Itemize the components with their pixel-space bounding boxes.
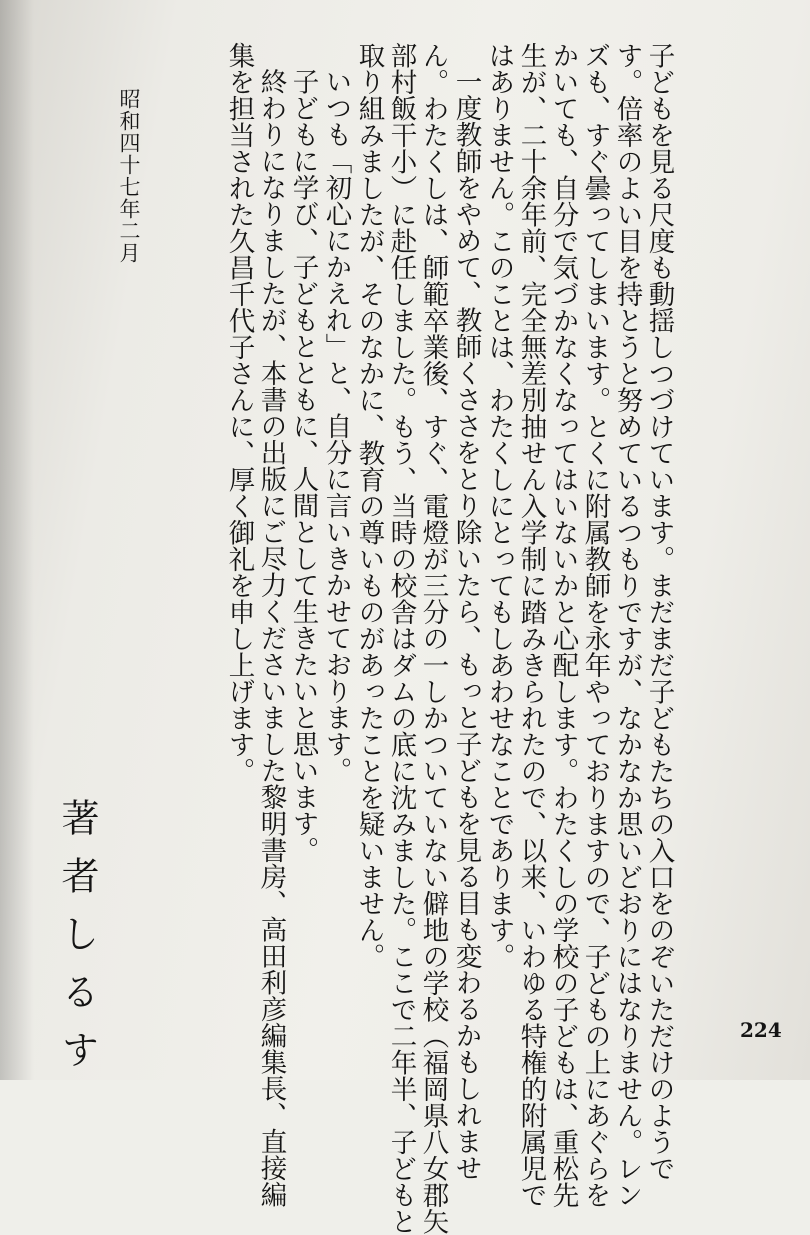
body-line-6: はありません。このことは、わたくしにとってもしあわせなことであります。: [483, 42, 515, 970]
body-line-9: 部村飯干小）に赴任しました。もう、当時の校舎はダムの底に沈みました。ここで二年半、子どもと: [385, 42, 417, 1235]
body-line-12: 子どもに学び、子どもとともに、人間として生きたいと思います。: [287, 68, 319, 863]
body-line-10: 取り組みましたが、そのなかに、教育の尊いものがあったことを疑いません。: [353, 42, 385, 970]
body-line-1: 子どもを見る尺度も動揺しつづけています。まだまだ子どもたちの入口をのぞいただけのようで: [643, 42, 675, 1182]
body-line-3: ズも、すぐ曇ってしまいます。とくに附属教師を永年やっておりますので、子どもの上にあぐらを: [579, 42, 611, 1208]
body-line-5: 生が、二十余年前、完全無差別抽せん入学制に踏みきられたので、以来、いわゆる特権的附属児で: [515, 42, 547, 1208]
body-line-7: 一度教師をやめて、教師くささをとり除いたら、もっと子どもを見る目も変わるかもしれませ: [450, 68, 482, 1181]
page-gutter-shadow: [0, 0, 34, 1080]
date-line: 昭和四十七年二月: [117, 88, 141, 264]
body-line-2: す。倍率のよい目を持とうと努めているつもりですが、なかなか思いどおりにはなりません。レン: [611, 42, 643, 1208]
body-line-11: いつも「初心にかえれ」と、自分に言いきかせております。: [320, 68, 352, 784]
body-line-13: 終わりになりましたが、本書の出版にご尽力くださいました黎明書房、高田利彦編集長、直接編: [255, 68, 287, 1208]
body-line-8: ん。わたくしは、師範卒業後、すぐ、電燈が三分の一しかついていない僻地の学校（福岡県八女郡矢: [417, 42, 449, 1235]
author-signature: 著者しるす: [55, 798, 99, 1088]
page-number: 224: [740, 1018, 782, 1042]
body-line-14: 集を担当された久昌千代子さんに、厚く御礼を申し上げます。: [223, 42, 255, 784]
body-line-4: かいても、自分で気づかなくなってはいないかと心配します。わたくしの学校の子どもは、重松先: [547, 42, 579, 1208]
